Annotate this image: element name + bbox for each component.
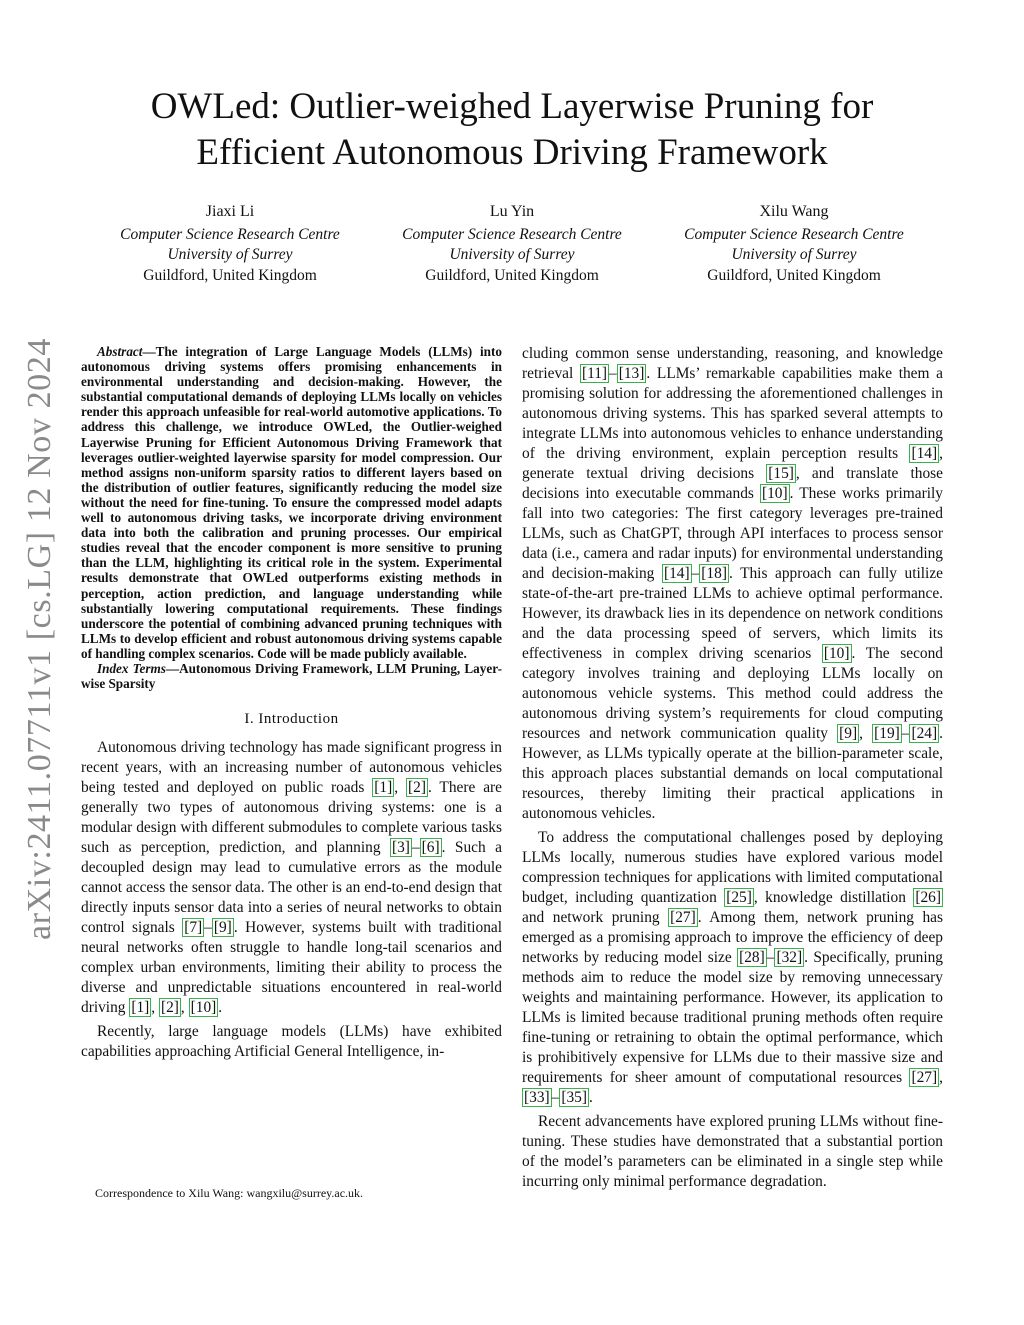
paragraph-text: . However, systems built with traditional neural networks often struggle to handle long-tail scenarios and complex urban environments, limiting their ability to process the diverse and unpredictable situations encountered in real-world driving xyxy=(81,919,502,1017)
author-block xyxy=(95,202,929,286)
citation-link[interactable]: [15] xyxy=(768,465,794,482)
title-line-2: Efficient Autonomous Driving Framework xyxy=(196,132,828,173)
paragraph-text: To address the computational challenges posed by deploying LLMs locally, numerous studies have explored various model compression techniques for applications with limited computational budget, including quantization xyxy=(522,829,943,906)
paragraph-text: – xyxy=(609,365,617,382)
citation-link[interactable]: [19] xyxy=(874,725,900,742)
author-univ: University of Surrey xyxy=(731,246,857,263)
section-heading: I. Introduction xyxy=(244,711,339,728)
citation-link[interactable]: [13] xyxy=(618,365,645,382)
paragraph-text: . Such a decoupled design may lead to cumulative errors as the module cannot access the sensor data. The other is an end-to-end design that directly inputs sensor data into a series of neural networks to obtain control signals xyxy=(81,839,502,937)
right-paragraph-3: Recent advancements have explored pruning LLMs without fine-tuning. These studies have demonstrated that a substantial portion of the model’s parameters can be eliminated in a single step while incurring only minimal performance degradation. xyxy=(522,1113,943,1190)
citation-link[interactable]: [9] xyxy=(213,919,232,937)
author-univ: University of Surrey xyxy=(167,246,293,263)
paragraph-text: , xyxy=(859,725,873,742)
author-dept: Computer Science Research Centre xyxy=(684,225,904,243)
right-paragraph-1 xyxy=(522,344,943,824)
paragraph-text: , xyxy=(394,779,406,797)
citation-link[interactable]: [6] xyxy=(421,839,440,857)
author-2 xyxy=(377,202,647,286)
paragraph-text: Autonomous driving technology has made significant progress in recent years, with an increasing number of autonomous vehicles being tested and deployed on public roads xyxy=(81,739,502,797)
paragraph-text: . xyxy=(589,1089,593,1106)
citation-link[interactable]: [2] xyxy=(160,999,179,1017)
abstract-text: The integration of Large Language Models (LLMs) into autonomous driving systems offers promising enhancements in environmental understanding and decision-making. However, the substantial computational demands of deploying LLMs locally on vehicles render this approach unfeasible for real-world automotive applications. To address this challenge, we introduce OWLed, the Outlier-weighed Layerwise Pruning for Efficient Autonomous Driving Framework that leverages outlier-weighted layerwise sparsity for model compression. Our method assigns non-uniform sparsity ratios to different layers based on the distribution of outlier features, significantly reducing the model size without the need for fine-tuning. To ensure the compressed model adapts well to autonomous driving tasks, we incorporate driving environment data into both the calibration and pruning processes. Our empirical studies reveal that the encoder component is more sensitive to pruning than the LLM, highlighting its critical role in the system. Experimental results demonstrate that OWLed outperforms existing methods in perception, action prediction, and language understanding while substantially lowering computational requirements. These findings underscore the potential of combining advanced pruning techniques with LLMs to develop efficient and robust autonomous driving systems capable of handling complex scenarios. Code will be made publicly available. xyxy=(81,344,502,661)
paragraph-text: – xyxy=(204,919,212,937)
citation-link[interactable]: [14] xyxy=(911,445,938,462)
author-name: Lu Yin xyxy=(489,203,535,220)
citation-link[interactable]: [14] xyxy=(663,565,690,582)
paragraph-text: . Specifically, pruning methods aim to reduce the model size by removing unnecessary weights and maintaining performance. However, its application to LLMs is limited because traditional pruning methods often require fine-tuning or retraining to obtain the optimal performance, which is prohibitively expensive for LLMs due to their massive size and requirements for sheer amount of computational resources xyxy=(522,949,943,1086)
citation-link[interactable]: [18] xyxy=(701,565,727,582)
citation-link[interactable]: [10] xyxy=(761,485,788,502)
paragraph-text: . This approach can fully utilize state-of-the-art pre-trained LLMs to achieve optimal performance. However, its drawback lies in its dependence on network conditions and the data processing speed of servers, which limits its effectiveness in complex driving scenarios xyxy=(522,565,943,662)
citation-link[interactable]: [35] xyxy=(561,1089,588,1106)
right-paragraph-2 xyxy=(522,828,943,1108)
citation-link[interactable]: [25] xyxy=(726,889,752,906)
left-column xyxy=(81,344,502,1062)
citation-link[interactable]: [28] xyxy=(739,949,765,966)
paragraph-text: . xyxy=(218,999,223,1017)
paragraph-text: , generate textual driving decisions xyxy=(522,445,943,482)
citation-link[interactable]: [11] xyxy=(581,365,608,382)
citation-link[interactable]: [1] xyxy=(131,999,150,1017)
author-location: Guildford, United Kingdom xyxy=(707,266,881,284)
right-body xyxy=(522,344,943,1192)
paragraph-text: and network pruning xyxy=(522,909,669,926)
intro-paragraph-2: Recently, large language models (LLMs) have exhibited capabilities approaching Artificial General Intelligence, in- xyxy=(81,1023,502,1061)
intro-paragraph-1 xyxy=(81,738,502,1018)
arxiv-identifier: arXiv:2411.07711v1 [cs.LG] 12 Nov 2024 xyxy=(21,338,58,940)
author-3 xyxy=(659,202,929,286)
paragraph-text: – xyxy=(766,949,775,966)
citation-link[interactable]: [7] xyxy=(184,919,203,937)
abstract: Abstract—The integration of Large Language Models (LLMs) into autonomous driving systems offers promising enhancements in environmental understanding and decision-making. However, the substantial computational demands of deploying LLMs locally on vehicles render this approach unfeasible for real-world automotive applications. To address this challenge, we introduce OWLed, the Outlier-weighed Layerwise Pruning for Efficient Autonomous Driving Framework that leverages outlier-weighted layerwise sparsity for model compression. Our method assigns non-uniform sparsity ratios to different layers based on the distribution of outlier features, significantly reducing the model size without the need for fine-tuning. To ensure the compressed model adapts well to autonomous driving tasks, we incorporate driving environment data into both the calibration and pruning processes. Our empirical studies reveal that the encoder component is more sensitive to pruning than the LLM, highlighting its critical role in the system. Experimental results demonstrate that OWLed outperforms existing methods in perception, action prediction, and language understanding while substantially lowering computational requirements. These findings underscore the potential of combining advanced pruning techniques with LLMs to develop efficient and robust autonomous driving systems capable of handling complex scenarios. Code will be made publicly available. Index Terms—Autonomous Driving Framework, LLM Pruning, Layer-wise Sparsity xyxy=(81,344,502,692)
paragraph-text: . Among them, network pruning has emerged as a promising approach to improve the efficiency of deep networks by reducing model size xyxy=(522,909,944,966)
abstract-label: Abstract xyxy=(97,344,143,359)
author-name: Xilu Wang xyxy=(759,203,829,220)
citation-link[interactable]: [2] xyxy=(408,779,426,797)
paragraph-text: , xyxy=(939,1069,943,1086)
author-1 xyxy=(95,202,365,286)
paragraph-text: , xyxy=(151,999,159,1017)
citation-link[interactable]: [32] xyxy=(776,949,803,966)
citation-link[interactable]: [9] xyxy=(839,725,858,742)
author-name: Jiaxi Li xyxy=(205,203,255,220)
paragraph-text: , knowledge distillation xyxy=(753,889,914,906)
title-line-1: OWLed: Outlier-weighed Layerwise Pruning for xyxy=(150,86,874,127)
paragraph-text: cluding common sense understanding, reasoning, and knowledge retrieval xyxy=(522,345,943,382)
footnote: Correspondence to Xilu Wang: wangxilu@surrey.ac.uk. xyxy=(95,1186,364,1200)
citation-link[interactable]: [27] xyxy=(670,909,696,926)
index-terms-label: Index Terms xyxy=(97,660,166,676)
citation-link[interactable]: [33] xyxy=(524,1089,550,1106)
citation-link[interactable]: [24] xyxy=(911,725,938,742)
right-column xyxy=(522,344,943,1192)
author-location: Guildford, United Kingdom xyxy=(425,266,599,284)
paragraph-text: . The second category involves training and deploying LLMs locally on autonomous vehicle systems. This method could address the autonomous driving system’s requirements for cloud computing resources and network communication quality xyxy=(522,645,943,742)
paragraph-text: , xyxy=(180,999,189,1017)
author-univ: University of Surrey xyxy=(449,246,575,263)
citation-link[interactable]: [26] xyxy=(915,889,941,906)
citation-link[interactable]: [3] xyxy=(391,839,410,857)
author-dept: Computer Science Research Centre xyxy=(402,225,622,243)
paper-title xyxy=(90,84,934,176)
paragraph-text: . LLMs’ remarkable capabilities make them a promising solution for addressing the aforementioned challenges in autonomous driving systems. This has sparked several attempts to integrate LLMs into autonomous vehicles to enhance understanding of the driving environment, explain perception results xyxy=(522,365,943,462)
paragraph-text: . However, as LLMs typically operate at the billion-parameter scale, this approach places substantial demands on local computational resources, thereby limiting their practical applications in autonomous vehicles. xyxy=(522,725,943,822)
intro-body xyxy=(81,738,502,1062)
paragraph-text: – xyxy=(691,565,700,582)
paragraph-text: , and translate those decisions into executable commands xyxy=(522,465,943,502)
author-location: Guildford, United Kingdom xyxy=(143,266,317,284)
paragraph-text: . These works primarily fall into two categories: The first category leverages pre-trained LLMs, such as ChatGPT, through API interfaces to process sensor data (i.e., camera and radar inputs) for environmental understanding and decision-making xyxy=(522,485,943,582)
author-dept: Computer Science Research Centre xyxy=(120,225,340,243)
index-terms-text: Autonomous Driving Framework, LLM Pruning, Layer-wise Sparsity xyxy=(81,660,502,692)
citation-link[interactable]: [27] xyxy=(911,1069,938,1086)
paragraph-text: – xyxy=(901,725,910,742)
paragraph-text: – xyxy=(551,1089,560,1106)
paragraph-text: . There are generally two types of autonomous driving systems: one is a modular design with different submodules to complete various tasks such as perception, prediction, and planning xyxy=(81,779,503,857)
citation-link[interactable]: [10] xyxy=(190,999,217,1017)
citation-link[interactable]: [10] xyxy=(823,645,850,662)
paragraph-text: – xyxy=(411,839,420,857)
citation-link[interactable]: [1] xyxy=(374,779,393,797)
